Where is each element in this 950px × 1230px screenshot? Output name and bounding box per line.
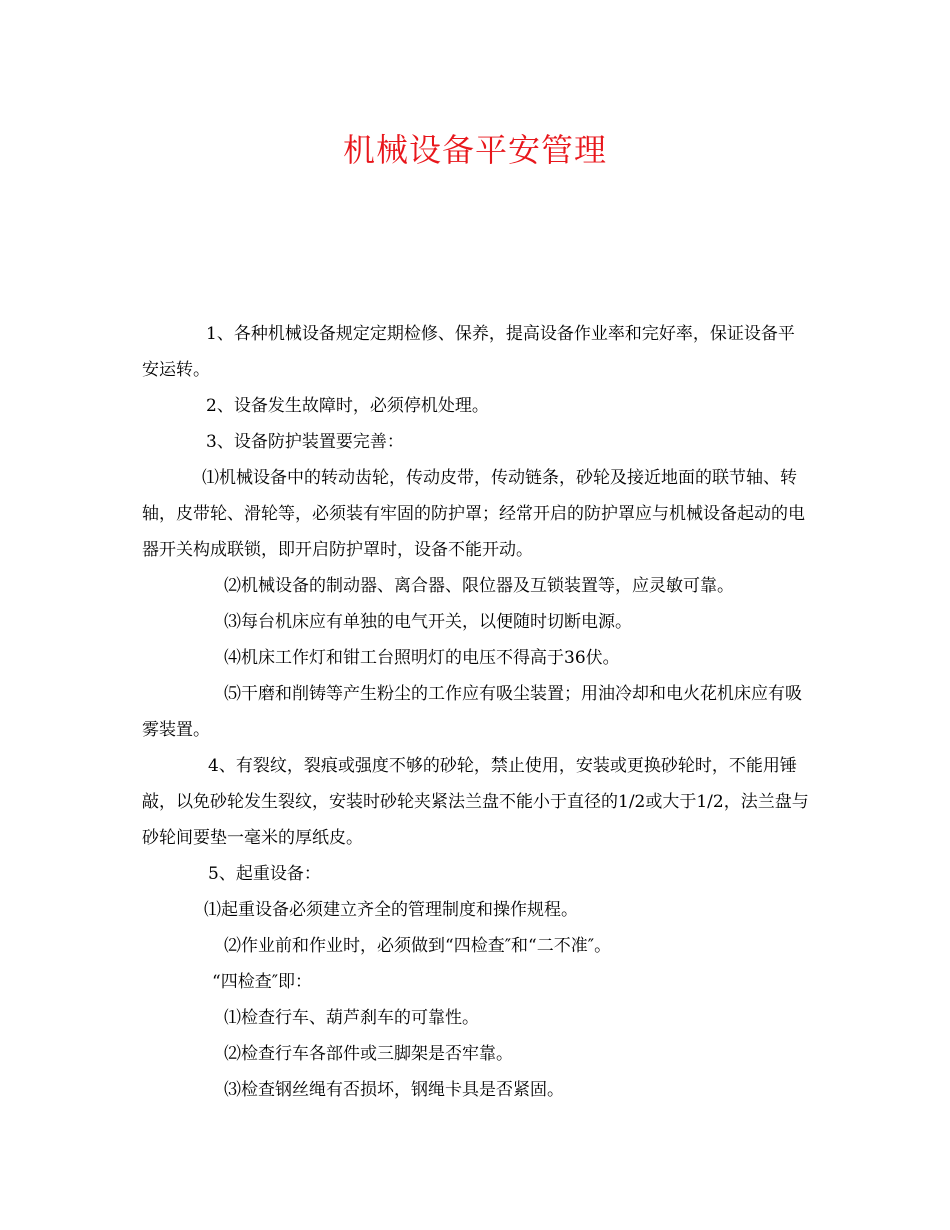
paragraph-5-2: ⑵作业前和作业时，必须做到“四检查″和“二不准″。 [224, 936, 612, 956]
paragraph-5-1: ⑴起重设备必须建立齐全的管理制度和操作规程。 [204, 900, 578, 920]
paragraph-2: 2、设备发生故障时，必须停机处理。 [206, 396, 489, 416]
paragraph-1: 1、各种机械设备规定定期检修、保养，提高设备作业率和完好率，保证设备平安运转。 [142, 324, 795, 380]
paragraph-3-4: ⑷机床工作灯和钳工台照明灯的电压不得高于36伏。 [224, 648, 620, 668]
paragraph-3-5: ⑸干磨和削铸等产生粉尘的工作应有吸尘装置；用油冷却和电火花机床应有吸雾装置。 [142, 684, 802, 740]
paragraph-four-checks-heading: “四检查″即： [212, 972, 313, 992]
paragraph-4: 4、有裂纹，裂痕或强度不够的砂轮，禁止使用，安装或更换砂轮时，不能用锤敲，以免砂轮发生裂纹，安装时砂轮夹紧法兰盘不能小于直径的1/2或大于1/2，法兰盘与砂轮间要垫一毫米的厚纸皮。 [142, 756, 809, 848]
check-item-3: ⑶检查钢丝绳有否损坏，钢绳卡具是否紧固。 [224, 1080, 564, 1100]
paragraph-3-3: ⑶每台机床应有单独的电气开关，以便随时切断电源。 [224, 612, 632, 632]
check-item-2: ⑵检查行车各部件或三脚架是否牢靠。 [224, 1044, 513, 1064]
paragraph-3: 3、设备防护装置要完善： [206, 432, 404, 452]
paragraph-3-1: ⑴机械设备中的转动齿轮，传动皮带，传动链条，砂轮及接近地面的联节轴、转轴，皮带轮、滑轮等，必须装有牢固的防护罩；经常开启的防护罩应与机械设备起动的电器开关构成联锁，即开启防护罩时，设备不能开动。 [142, 468, 805, 560]
document-title: 机械设备平安管理 [342, 131, 607, 169]
check-item-1: ⑴检查行车、葫芦刹车的可靠性。 [224, 1008, 479, 1028]
paragraph-3-2: ⑵机械设备的制动器、离合器、限位器及互锁装置等，应灵敏可靠。 [224, 576, 734, 596]
paragraph-5: 5、起重设备： [208, 864, 321, 884]
